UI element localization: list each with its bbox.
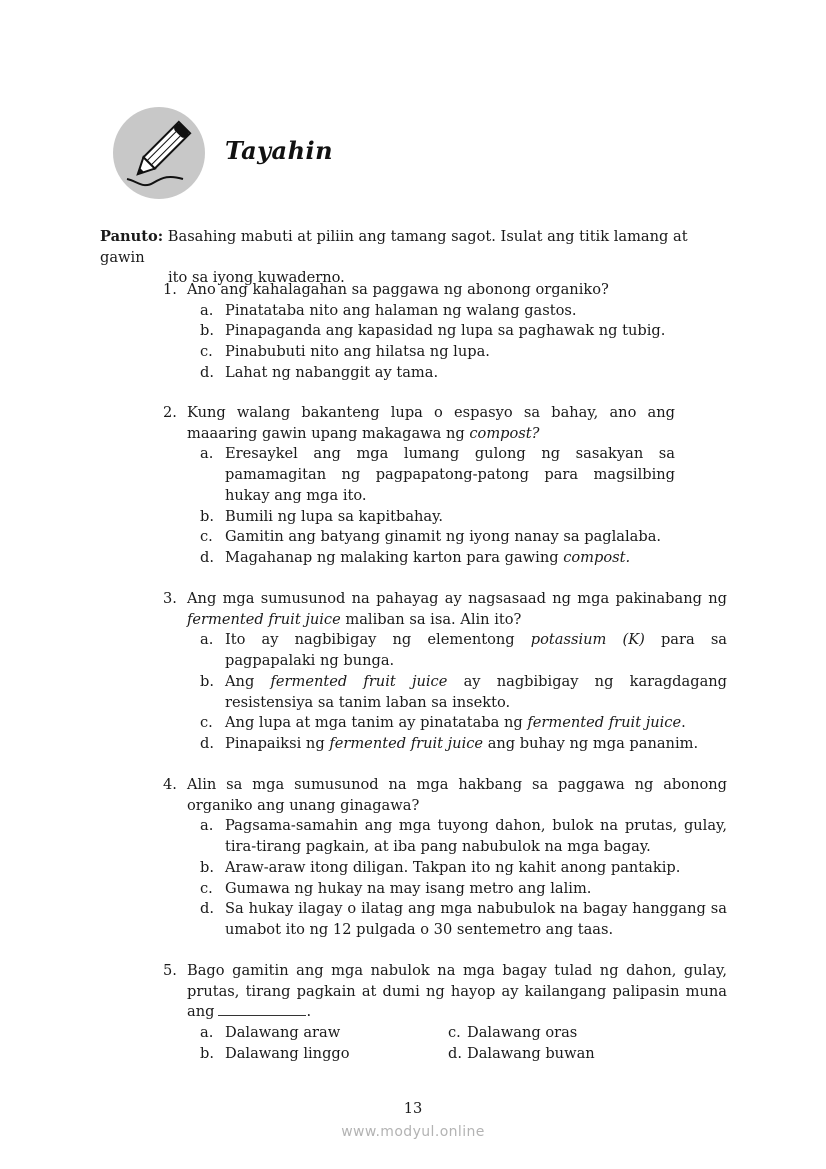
question-number: 2. (163, 404, 177, 421)
question-stem: Alin sa mga sumusunod na mga hakbang sa paggawa ng abonong organiko ang unang ginagawa? (187, 776, 727, 814)
option-c: c. Dalawang oras (448, 1024, 578, 1042)
option-d: d. Dalawang buwan (448, 1044, 595, 1062)
option-a: a. Pagsama-samahin ang mga tuyong dahon, bulok na prutas, gulay, tira-tirang pagkain, at iba pang nabubulok na mga bagay. (200, 817, 727, 856)
question-stem: Ang mga sumusunod na pahayag ay nagsasaad ng mga pakinabang ng fermented fruit juice maliban sa isa. Alin ito? (187, 590, 727, 628)
answer-blank (218, 1003, 306, 1016)
question-number: 3. (163, 590, 177, 607)
question-number: 1. (163, 281, 177, 298)
instructions-label: Panuto: (100, 228, 164, 245)
option-a: a. Pinatataba nito ang halaman ng walang gastos. (200, 301, 577, 319)
question-stem: Ano ang kahalagahan sa paggawa ng abonong organiko? (187, 281, 609, 298)
options-grid (200, 1023, 727, 1064)
question-number: 4. (163, 776, 177, 793)
option-a: a. Dalawang araw (200, 1024, 341, 1042)
question-stem: Kung walang bakanteng lupa o espasyo sa bahay, ano ang maaaring gawin upang makagawa ng compost? (187, 404, 675, 442)
option-d: d. Lahat ng nabanggit ay tama. (200, 363, 439, 381)
option-b: b. Pinapaganda ang kapasidad ng lupa sa paghawak ng tubig. (200, 322, 666, 340)
option-b: b. Dalawang linggo (200, 1044, 350, 1062)
option-b: b. Ang fermented fruit juice ay nagbibigay ng karagdagang resistensiya sa tanim laban sa insekto. (200, 672, 728, 711)
instructions-line1: Basahing mabuti at piliin ang tamang sagot. Isulat ang titik lamang at gawin (100, 228, 688, 266)
option-c: c. Ang lupa at mga tanim ay pinatataba ng fermented fruit juice. (200, 714, 686, 732)
option-a: a. Eresaykel ang mga lumang gulong ng sasakyan sa pamamagitan ng pagpapatong-patong para magsilbing hukay ang mga ito. (200, 445, 675, 504)
instructions-line2: ito sa iyong kuwaderno. (168, 269, 345, 287)
question-1 (163, 280, 727, 384)
question-3 (163, 589, 727, 755)
option-a: a. Ito ay nagbibigay ng elementong potassium (K) para sa pagpapalaki ng bunga. (200, 631, 728, 670)
option-d: d. Magahanap ng malaking karton para gawing compost. (200, 548, 631, 566)
option-d: d. Pinapaiksi ng fermented fruit juice ang buhay ng mga pananim. (200, 734, 699, 752)
question-number: 5. (163, 962, 177, 979)
option-c: c. Gamitin ang batyang ginamit ng iyong nanay sa paglalaba. (200, 528, 662, 546)
option-b: b. Bumili ng lupa sa kapitbahay. (200, 507, 444, 525)
pencil-icon (113, 107, 205, 199)
question-2 (163, 403, 727, 569)
option-c: c. Gumawa ng hukay na may isang metro ang lalim. (200, 879, 592, 897)
section-title: Tayahin (225, 136, 334, 165)
option-d: d. Sa hukay ilagay o ilatag ang mga nabubulok na bagay hanggang sa umabot ito ng 12 pulgada o 30 sentemetro ang taas. (200, 900, 727, 938)
page-number: 13 (403, 1100, 423, 1117)
option-b: b. Araw-araw itong diligan. Takpan ito ng kahit anong pantakip. (200, 858, 681, 876)
watermark: www.modyul.online (341, 1124, 485, 1140)
option-c: c. Pinabubuti nito ang hilatsa ng lupa. (200, 343, 490, 361)
question-5 (163, 961, 727, 1065)
question-stem: Bago gamitin ang mga nabulok na mga bagay tulad ng dahon, gulay, prutas, tirang pagkain at dumi ng hayop ay kailangang palipasin muna ang . (187, 962, 727, 1021)
question-4 (163, 775, 727, 941)
